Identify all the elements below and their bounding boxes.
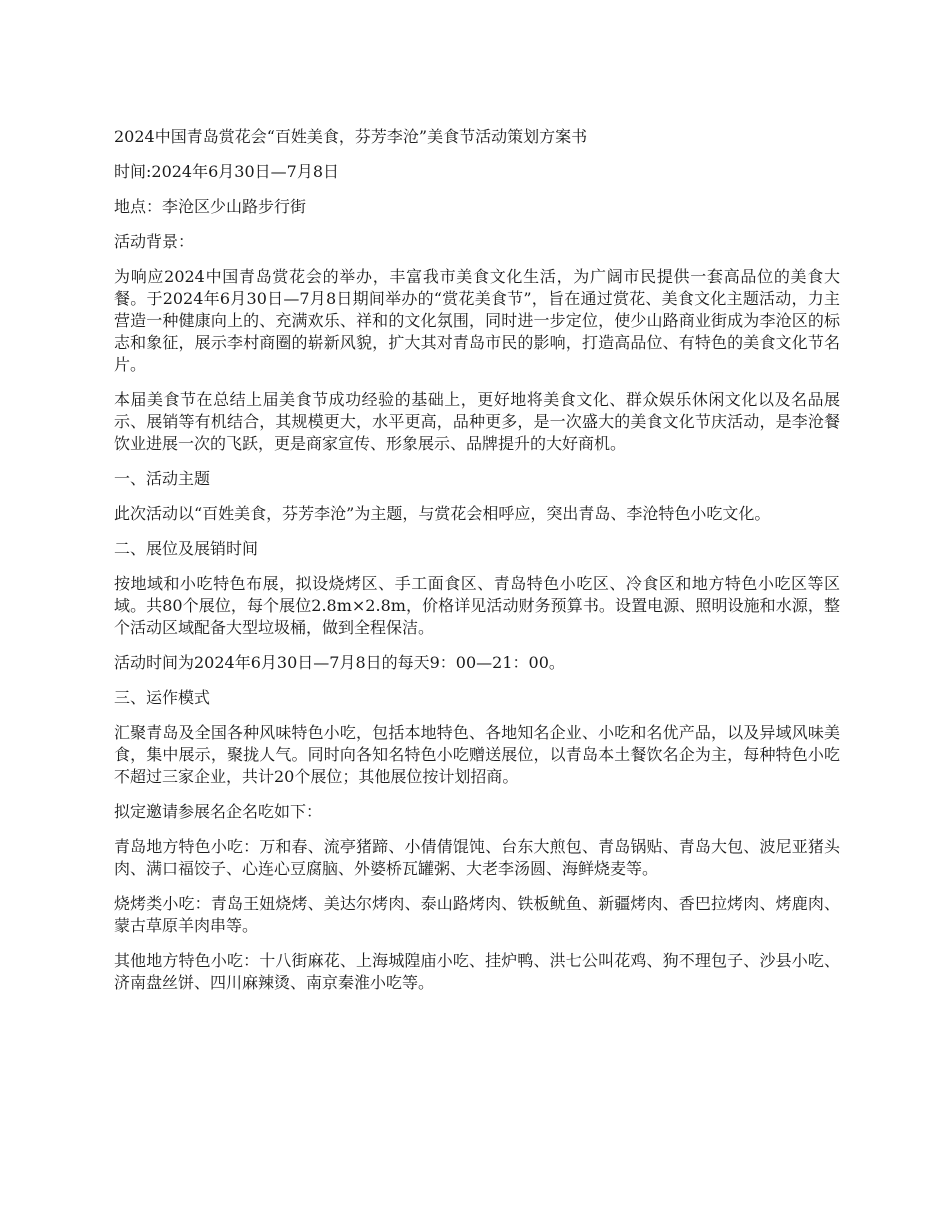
event-location: 地点：李沧区少山路步行街 <box>114 197 307 216</box>
document-page <box>114 126 840 1007</box>
background-paragraph-1: 为响应2024中国青岛赏花会的举办，丰富我市美食文化生活，为广阔市民提供一套高品位的美食大餐。于2024年6月30日—7月8日期间举办的“赏花美食节”，旨在通过赏花、美食文化主题活动，力主营造一种健康向上的、充满欢乐、祥和的文化氛围，同时进一步定位，使少山路商业街成为李沧区的标志和象征，展示李村商圈的崭新风貌，扩大其对青岛市民的影响，打造高品位、有特色的美食文化节名片。 <box>114 267 840 374</box>
section-3-paragraph-3: 青岛地方特色小吃：万和春、流亭猪蹄、小倩倩馄饨、台东大煎包、青岛锅贴、青岛大包、波尼亚猪头肉、满口福饺子、心连心豆腐脑、外婆桥瓦罐粥、大老李汤圆、海鲜烧麦等。 <box>114 837 840 878</box>
section-3-paragraph-4: 烧烤类小吃：青岛王妞烧烤、美达尔烤肉、泰山路烤肉、铁板鱿鱼、新疆烤肉、香巴拉烤肉、烤鹿肉、蒙古草原羊肉串等。 <box>114 894 840 935</box>
event-time: 时间:2024年6月30日—7月8日 <box>114 162 340 181</box>
section-3-heading: 三、运作模式 <box>114 688 211 707</box>
section-1-paragraph-1: 此次活动以“百姓美食，芬芳李沧”为主题，与赏花会相呼应，突出青岛、李沧特色小吃文化。 <box>114 504 771 523</box>
section-2-paragraph-2: 活动时间为2024年6月30日—7月8日的每天9：00—21：00。 <box>114 653 565 672</box>
background-heading: 活动背景： <box>114 232 195 251</box>
document-title: 2024中国青岛赏花会“百姓美食，芬芳李沧”美食节活动策划方案书 <box>114 127 588 146</box>
section-3-paragraph-5: 其他地方特色小吃：十八街麻花、上海城隍庙小吃、挂炉鸭、洪七公叫花鸡、狗不理包子、沙县小吃、济南盘丝饼、四川麻辣烫、南京秦淮小吃等。 <box>114 951 840 992</box>
section-3-paragraph-1: 汇聚青岛及全国各种风味特色小吃，包括本地特色、各地知名企业、小吃和名优产品，以及异域风味美食，集中展示，聚拢人气。同时向各知名特色小吃赠送展位，以青岛本土餐饮名企为主，每种特色小吃不超过三家企业，共计20个展位；其他展位按计划招商。 <box>114 723 840 786</box>
background-paragraph-2: 本届美食节在总结上届美食节成功经验的基础上，更好地将美食文化、群众娱乐休闲文化以及名品展示、展销等有机结合，其规模更大，水平更高，品种更多，是一次盛大的美食文化节庆活动，是李沧餐饮业进展一次的飞跃，更是商家宣传、形象展示、品牌提升的大好商机。 <box>114 390 840 453</box>
section-2-paragraph-1: 按地域和小吃特色布展，拟设烧烤区、手工面食区、青岛特色小吃区、冷食区和地方特色小吃区等区域。共80个展位，每个展位2.8m×2.8m，价格详见活动财务预算书。设置电源、照明设施和水源，整个活动区域配备大型垃圾桶，做到全程保洁。 <box>114 574 840 637</box>
section-2-heading: 二、展位及展销时间 <box>114 539 259 558</box>
section-3-paragraph-2: 拟定邀请参展名企名吃如下： <box>114 802 323 821</box>
section-1-heading: 一、活动主题 <box>114 469 211 488</box>
